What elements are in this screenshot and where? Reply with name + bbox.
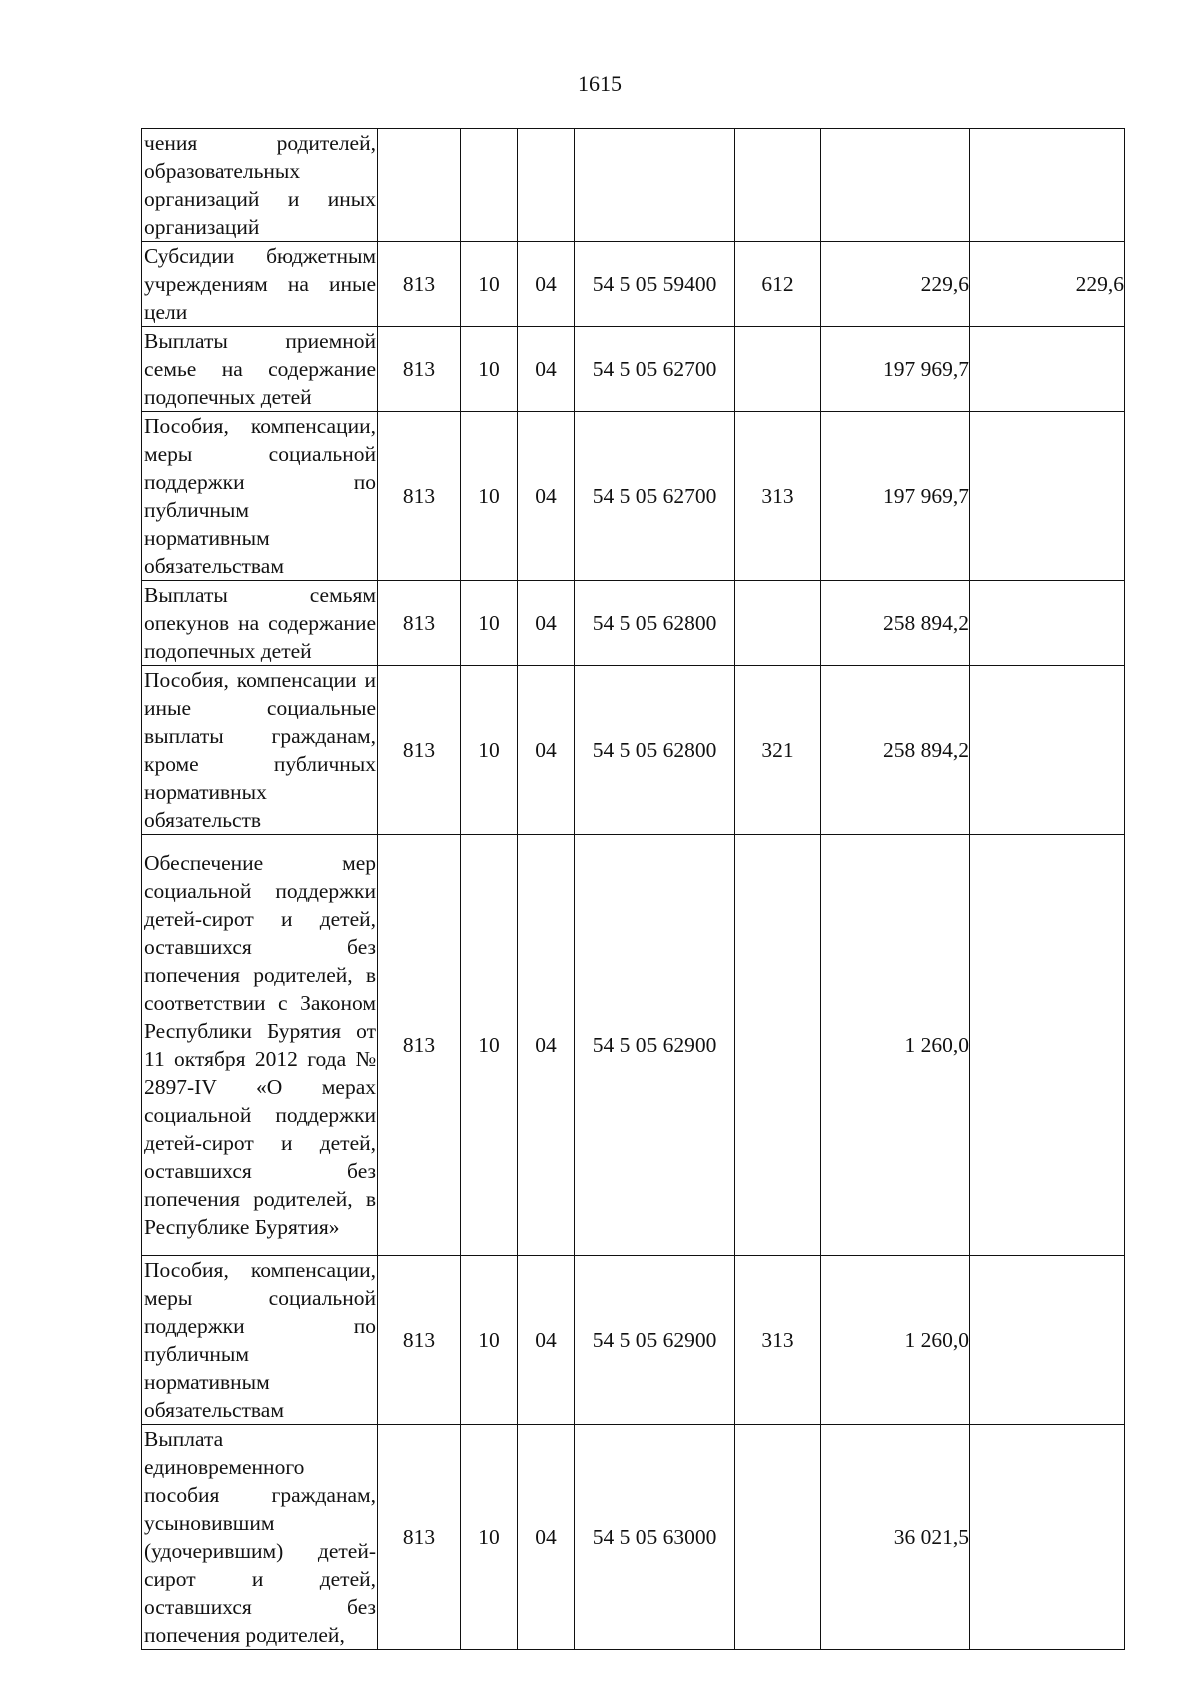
sum-year-2: [970, 835, 1125, 1256]
gov-code: 813: [378, 1425, 461, 1650]
gov-code: [378, 129, 461, 242]
row-name: Выплаты приемной семье на содержание подопечных детей: [142, 327, 378, 412]
sum-year-1: 229,6: [821, 242, 970, 327]
sum-year-1: 258 894,2: [821, 581, 970, 666]
subsection-code: 04: [518, 327, 575, 412]
page-number: 1615: [578, 71, 622, 96]
row-name: Пособия, компенсации и иные социальные выплаты гражданам, кроме публичных нормативных обязательств: [142, 666, 378, 835]
sum-year-1: 1 260,0: [821, 1256, 970, 1425]
subsection-code: 04: [518, 666, 575, 835]
sum-year-1: 258 894,2: [821, 666, 970, 835]
section-code: 10: [461, 327, 518, 412]
subsection-code: 04: [518, 1256, 575, 1425]
target-code: 54 5 05 62700: [575, 327, 735, 412]
sum-year-2: [970, 666, 1125, 835]
budget-table: [141, 128, 1125, 1650]
target-code: 54 5 05 63000: [575, 1425, 735, 1650]
section-code: 10: [461, 666, 518, 835]
sum-year-2: 229,6: [970, 242, 1125, 327]
section-code: 10: [461, 242, 518, 327]
expense-type-code: [735, 327, 821, 412]
table-row: [142, 835, 1125, 1256]
gov-code: 813: [378, 666, 461, 835]
sum-year-2: [970, 129, 1125, 242]
gov-code: 813: [378, 327, 461, 412]
section-code: 10: [461, 835, 518, 1256]
expense-type-code: 313: [735, 412, 821, 581]
row-name: Выплата единовременного пособия гражданам, усыновившим (удочерившим) детей-сирот и детей, оставшихся без попечения родителей,: [142, 1425, 378, 1650]
sum-year-2: [970, 581, 1125, 666]
target-code: 54 5 05 62800: [575, 666, 735, 835]
section-code: 10: [461, 1425, 518, 1650]
sum-year-2: [970, 1425, 1125, 1650]
target-code: 54 5 05 62700: [575, 412, 735, 581]
row-name: Пособия, компенсации, меры социальной поддержки по публичным нормативным обязательствам: [142, 412, 378, 581]
subsection-code: 04: [518, 242, 575, 327]
target-code: 54 5 05 59400: [575, 242, 735, 327]
expense-type-code: [735, 1425, 821, 1650]
section-code: [461, 129, 518, 242]
target-code: 54 5 05 62800: [575, 581, 735, 666]
sum-year-1: [821, 129, 970, 242]
gov-code: 813: [378, 581, 461, 666]
expense-type-code: [735, 835, 821, 1256]
table-row: [142, 581, 1125, 666]
table-row: [142, 1256, 1125, 1425]
section-code: 10: [461, 412, 518, 581]
row-name: Выплаты семьям опекунов на содержание подопечных детей: [142, 581, 378, 666]
table-row: [142, 412, 1125, 581]
gov-code: 813: [378, 242, 461, 327]
row-name: Субсидии бюджетным учреждениям на иные цели: [142, 242, 378, 327]
subsection-code: 04: [518, 412, 575, 581]
section-code: 10: [461, 1256, 518, 1425]
expense-type-code: [735, 581, 821, 666]
section-code: 10: [461, 581, 518, 666]
row-name: чения родителей, образовательных организаций и иных организаций: [142, 129, 378, 242]
table-row: [142, 129, 1125, 242]
table-row: [142, 327, 1125, 412]
gov-code: 813: [378, 412, 461, 581]
subsection-code: 04: [518, 581, 575, 666]
expense-type-code: 313: [735, 1256, 821, 1425]
sum-year-2: [970, 1256, 1125, 1425]
sum-year-1: 197 969,7: [821, 327, 970, 412]
sum-year-1: 36 021,5: [821, 1425, 970, 1650]
gov-code: 813: [378, 835, 461, 1256]
target-code: 54 5 05 62900: [575, 835, 735, 1256]
expense-type-code: [735, 129, 821, 242]
target-code: [575, 129, 735, 242]
row-name: Обеспечение мер социальной поддержки детей-сирот и детей, оставшихся без попечения родителей, в соответствии с Законом Республики Бурятия от 11 октября 2012 года № 2897-IV «О мерах социальной поддержки детей-сирот и детей, оставшихся без попечения родителей, в Республике Бурятия»: [142, 835, 378, 1256]
subsection-code: [518, 129, 575, 242]
sum-year-1: 197 969,7: [821, 412, 970, 581]
subsection-code: 04: [518, 835, 575, 1256]
table-row: [142, 666, 1125, 835]
sum-year-2: [970, 327, 1125, 412]
target-code: 54 5 05 62900: [575, 1256, 735, 1425]
sum-year-1: 1 260,0: [821, 835, 970, 1256]
sum-year-2: [970, 412, 1125, 581]
gov-code: 813: [378, 1256, 461, 1425]
row-name: Пособия, компенсации, меры социальной поддержки по публичным нормативным обязательствам: [142, 1256, 378, 1425]
table-row: [142, 242, 1125, 327]
expense-type-code: 612: [735, 242, 821, 327]
subsection-code: 04: [518, 1425, 575, 1650]
expense-type-code: 321: [735, 666, 821, 835]
table-row: [142, 1425, 1125, 1650]
